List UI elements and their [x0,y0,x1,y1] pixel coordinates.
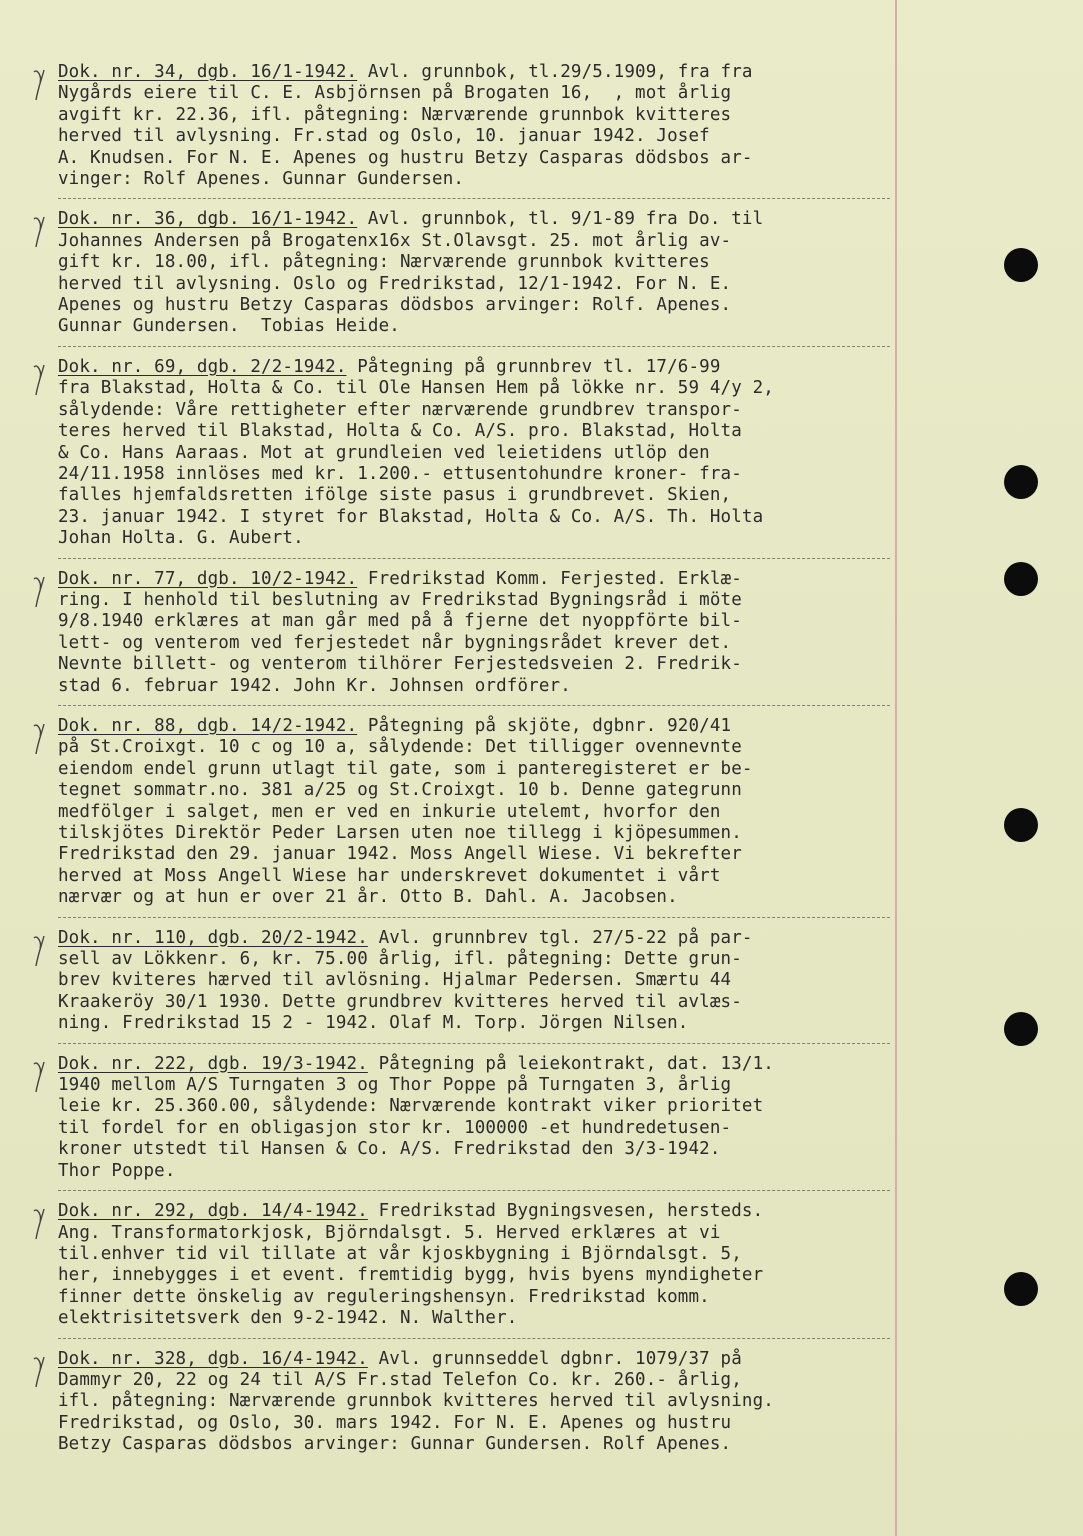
entry-separator [58,1043,890,1044]
entry-heading: Dok. nr. 110, dgb. 20/2-1942. [58,927,368,948]
entry-text: Avl. grunnseddel dgbnr. 1079/37 på [367,1348,742,1369]
entry-line: kroner utstedt til Hansen & Co. A/S. Fredrikstad den 3/3-1942. [58,1139,721,1160]
entry-heading: Dok. nr. 292, dgb. 14/4-1942. [58,1201,368,1222]
entry-line: avgift kr. 22.36, ifl. påtegning: Nærværende grunnbok kvitteres [58,104,732,125]
entry-line: vinger: Rolf Apenes. Gunnar Gundersen. [58,169,465,190]
entry-line: sålydende: Våre rettigheter efter nærværende grundbrev transpor- [58,399,742,420]
punch-hole [1004,248,1038,282]
entry-line: 1940 mellom A/S Turngaten 3 og Thor Poppe på Turngaten 3, årlig [58,1075,732,1096]
entry-line: lett- og venterom ved ferjestedet når bygningsrådet krever det. [58,632,732,653]
margin-tick-icon [30,571,56,611]
entry-line [58,62,908,83]
entry-line: Nygårds eiere til C. E. Asbjörnsen på Brogaten 16, , mot årlig [58,83,732,104]
entry-separator [58,346,890,347]
entry-heading: Dok. nr. 328, dgb. 16/4-1942. [58,1348,368,1369]
document-entry [58,928,908,1035]
entry-line: ifl. påtegning: Nærværende grunnbok kvitteres herved til avlysning. [58,1391,774,1412]
entry-line: Apenes og hustru Betzy Casparas dödsbos arvinger: Rolf. Apenes. [58,295,732,316]
entry-line [58,209,908,230]
entry-line: tilskjötes Direktör Peder Larsen uten noe tillegg i kjöpesummen. [58,823,742,843]
entry-heading: Dok. nr. 77, dgb. 10/2-1942. [58,568,358,589]
entry-line: nærvær og at hun er over 21 år. Otto B. Dahl. A. Jacobsen. [58,887,678,908]
entry-line: Ang. Transformatorkjosk, Björndalsgt. 5. Herved erklæres at vi [58,1222,721,1243]
document-entries [58,62,908,1456]
document-entry [58,569,908,697]
entry-text: Fredrikstad Komm. Ferjested. Erklæ- [357,568,742,589]
document-entry [58,1054,908,1182]
entry-line: herved til avlysning. Oslo og Fredrikstad, 12/1-1942. For N. E. [58,273,732,294]
entry-separator [58,917,890,918]
entry-line: ring. I henhold til beslutning av Fredrikstad Bygningsråd i möte [58,589,742,610]
entry-line: & Co. Hans Aaraas. Mot at grundleien ved leietidens utlöp den [58,442,710,463]
entry-text: Påtegning på leiekontrakt, dat. 13/1. [367,1053,774,1074]
entry-line: 9/8.1940 erklæres at man går med på å fjerne det nyoppförte bil- [58,611,742,632]
entry-line: teres herved til Blakstad, Holta & Co. A/S. pro. Blakstad, Holta [58,421,742,442]
punch-hole [1004,1012,1038,1046]
entry-line: A. Knudsen. For N. E. Apenes og hustru Betzy Casparas dödsbos ar- [58,147,753,168]
document-entry [58,357,908,550]
entry-line: her, innebygges i et event. fremtidig bygg, hvis byens myndigheter [58,1265,764,1286]
entry-line: finner dette önskelig av reguleringshensyn. Fredrikstad komm. [58,1286,710,1307]
punch-hole [1004,808,1038,842]
margin-tick-icon [30,1056,56,1096]
punch-hole [1004,465,1038,499]
entry-line: til fordel for en obligasjon stor kr. 100000 -et hundredetusen- [58,1117,732,1138]
entry-separator [58,198,890,199]
entry-line: tegnet sommatr.no. 381 a/25 og St.Croixgt. 10 b. Denne gategrunn [58,780,742,801]
margin-tick-icon [30,359,56,399]
entry-line: Fredrikstad den 29. januar 1942. Moss Angell Wiese. Vi bekrefter [58,844,742,865]
entry-text: Påtegning på skjöte, dgbnr. 920/41 [357,715,732,736]
margin-tick-icon [30,930,56,970]
entry-line: sell av Lökkenr. 6, kr. 75.00 årlig, ifl. påtegning: Dette grun- [58,949,742,970]
entry-line: gift kr. 18.00, ifl. påtegning: Nærværende grunnbok kvitteres [58,252,710,273]
entry-text: Avl. grunnbok, tl.29/5.1909, fra fra [357,62,753,82]
entry-line: stad 6. februar 1942. John Kr. Johnsen ordförer. [58,675,571,696]
entry-separator [58,1338,890,1339]
margin-tick-icon [30,1203,56,1243]
entry-line: elektrisitetsverk den 9-2-1942. N. Walther. [58,1308,518,1329]
entry-line: Betzy Casparas dödsbos arvinger: Gunnar Gundersen. Rolf Apenes. [58,1434,732,1455]
entry-line: Johan Holta. G. Aubert. [58,528,304,549]
entry-line [58,716,908,737]
margin-tick-icon [30,718,56,758]
entry-heading: Dok. nr. 88, dgb. 14/2-1942. [58,715,358,736]
entry-heading: Dok. nr. 222, dgb. 19/3-1942. [58,1053,368,1074]
entry-line: Dammyr 20, 22 og 24 til A/S Fr.stad Telefon Co. kr. 260.- årlig, [58,1369,742,1390]
entry-line: fra Blakstad, Holta & Co. til Ole Hansen Hem på lökke nr. 59 4/y 2, [58,378,774,399]
margin-tick-icon [30,1351,56,1391]
entry-line: Fredrikstad, og Oslo, 30. mars 1942. For N. E. Apenes og hustru [58,1412,732,1433]
document-entry [58,1201,908,1329]
entry-line: Thor Poppe. [58,1160,176,1181]
document-entry [58,209,908,337]
entry-line: ning. Fredrikstad 15 2 - 1942. Olaf M. Torp. Jörgen Nilsen. [58,1013,689,1034]
entry-line: falles hjemfaldsretten ifölge siste pasus i grundbrevet. Skien, [58,485,732,506]
entry-line: Johannes Andersen på Brogatenx16x St.Olavsgt. 25. mot årlig av- [58,230,732,251]
document-entry [58,716,908,909]
entry-line: eiendom endel grunn utlagt til gate, som i panteregisteret er be- [58,758,753,779]
entry-heading: Dok. nr. 36, dgb. 16/1-1942. [58,209,358,230]
entry-line: medfölger i salget, men er ved en inkurie utelemt, hvorfor den [58,801,721,822]
entry-line [58,1201,908,1222]
entry-line: Gunnar Gundersen. Tobias Heide. [58,316,400,337]
entry-line [58,1349,908,1370]
entry-separator [58,558,890,559]
entry-line: 23. januar 1942. I styret for Blakstad, Holta & Co. A/S. Th. Holta [58,506,764,527]
entry-line: herved til avlysning. Fr.stad og Oslo, 10. januar 1942. Josef [58,126,710,147]
entry-line [58,357,908,378]
entry-line: til.enhver tid vil tillate at vår kjoskbygning i Björndalsgt. 5, [58,1243,742,1264]
entry-line: herved at Moss Angell Wiese har underskrevet dokumentet i vårt [58,865,721,886]
entry-line [58,928,908,949]
entry-line: Kraakeröy 30/1 1930. Dette grundbrev kvitteres herved til avlæs- [58,991,742,1012]
punch-hole [1004,562,1038,596]
entry-separator [58,1190,890,1191]
entry-text: Påtegning på grunnbrev tl. 17/6-99 [346,356,721,377]
entry-heading: Dok. nr. 69, dgb. 2/2-1942. [58,356,347,377]
document-entry [58,62,908,190]
entry-line [58,569,908,590]
entry-text: Avl. grunnbrev tgl. 27/5-22 på par- [367,927,753,948]
document-entry [58,1349,908,1456]
entry-line: Nevnte billett- og venterom tilhörer Ferjestedsveien 2. Fredrik- [58,654,742,675]
entry-line [58,1054,908,1075]
entry-line: 24/11.1958 innlöses med kr. 1.200.- ettusentohundre kroner- fra- [58,463,742,484]
entry-line: leie kr. 25.360.00, sålydende: Nærværende kontrakt viker prioritet [58,1096,764,1117]
entry-line: på St.Croixgt. 10 c og 10 a, sålydende: Det tilligger ovennevnte [58,737,742,758]
entry-line: brev kviteres hærved til avlösning. Hjalmar Pedersen. Smærtu 44 [58,970,732,991]
margin-tick-icon [30,211,56,251]
margin-tick-icon [30,64,56,104]
entry-text: Avl. grunnbok, tl. 9/1-89 fra Do. til [357,209,764,230]
entry-separator [58,705,890,706]
punch-hole [1004,1272,1038,1306]
entry-heading: Dok. nr. 34, dgb. 16/1-1942. [58,62,358,82]
entry-text: Fredrikstad Bygningsvesen, hersteds. [367,1201,764,1222]
